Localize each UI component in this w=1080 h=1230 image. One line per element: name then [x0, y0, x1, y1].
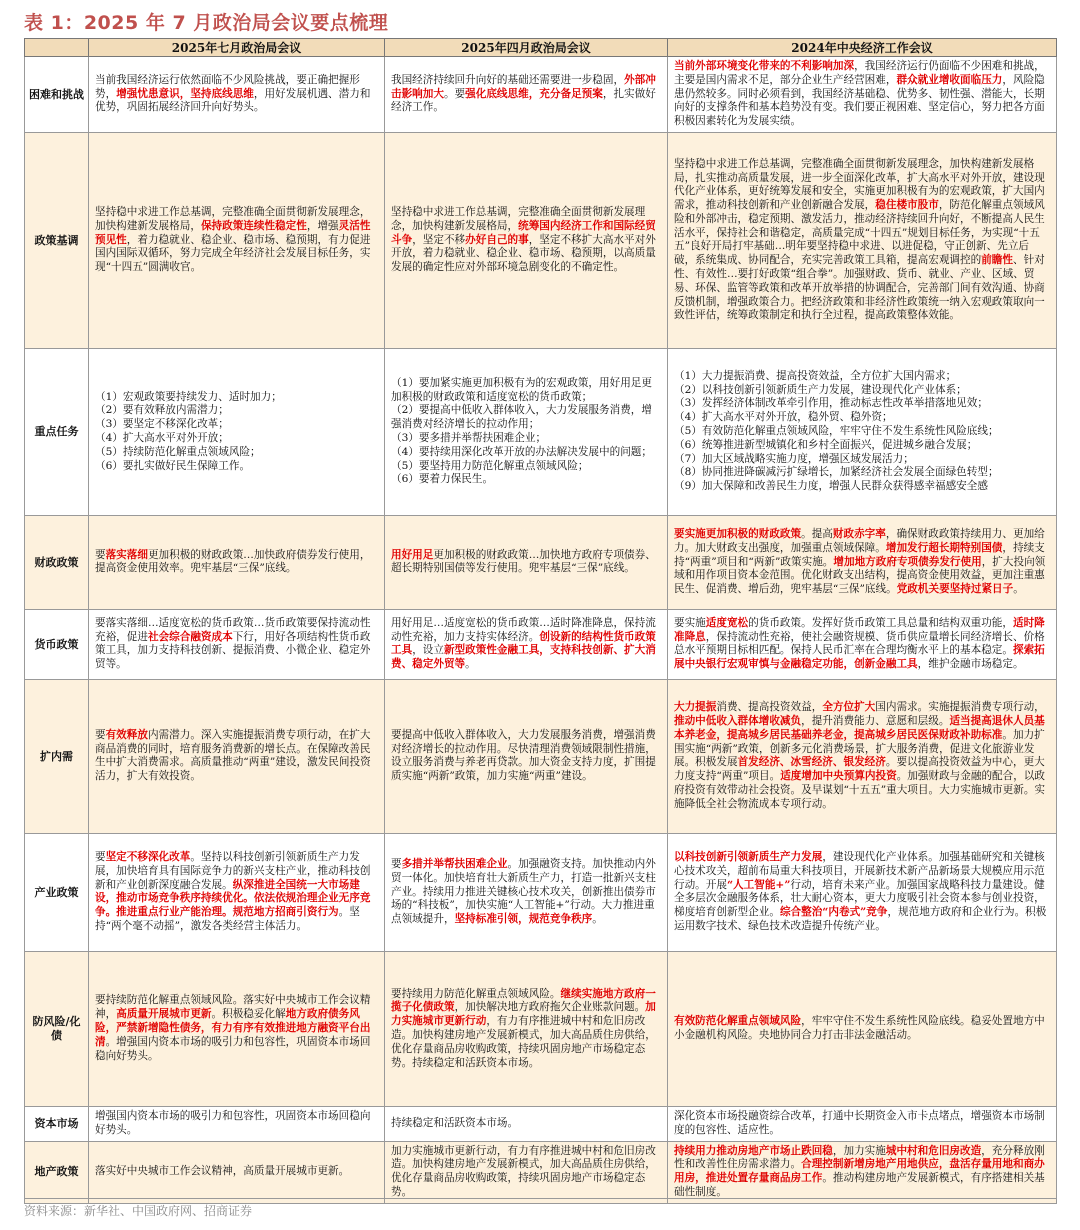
cell-text: 加力实施城市更新行动，有力有序推进城中村和危旧房改造。加快构建房地产发展新模式，加大高品质住房供给，优化存量商品房收购政策，持续巩固房地产市场稳定态势。: [391, 1144, 656, 1198]
highlight-text: 多措并举帮扶困难企业: [401, 857, 508, 870]
cell-text: （1）要加紧实施更加积极有为的宏观政策，用好用足更加积极的财政政策和适度宽松的货币政策；: [391, 376, 652, 403]
highlight-text: 继续实施地方政府一揽子化债政策: [391, 987, 656, 1014]
highlight-text: 保持政策连续性稳定性: [200, 219, 307, 232]
cell-text: 。加强融资支持。加快推动内外贸一体化。加快培育壮大新质生产力，打造一批新兴支柱产业。持续用力推进关键核心技术攻关，创新推出债券市场的“科技板”，加快实施“人工智能+”行动。大力推进重点领域提升，: [391, 857, 656, 926]
row-label: 地产政策: [25, 1141, 89, 1203]
row-label: 政策基调: [25, 132, 89, 348]
table-cell: [668, 833, 1057, 951]
highlight-text: 大力提振: [674, 701, 717, 714]
cell-text: （6）要着力保民生。: [391, 473, 494, 486]
highlight-text: 新型政策性金融工具，支持科技创新、扩大消费、稳定外贸等: [391, 644, 656, 671]
table-cell: [668, 609, 1057, 679]
source-note: 资料来源：新华社、中国政府网、招商证券: [24, 1204, 253, 1218]
cell-text: 持续稳定和活跃资本市场。: [391, 1116, 519, 1129]
highlight-text: 增加地方政府专项债券发行使用: [833, 555, 982, 568]
cell-text: ，我国经济运行仍面临不少困难和挑战，主要是国内需求不足，部分企业生产经营困难，: [674, 60, 1045, 86]
table-cell: [668, 57, 1057, 133]
highlight-text: 坚持标准引领，规范竞争秩序: [454, 913, 593, 926]
highlight-text: 加力实施城市更新行动: [391, 1001, 656, 1028]
cell-text: 行动，培育未来产业。加强国家战略科技力量建设。健全多层次金融服务体系，壮大耐心资本，更大力度吸引社会资本参与创业投资，梯度培育创新型企业。: [674, 878, 1045, 919]
cell-text: （1）宏观政策要持续发力、适时加力；: [95, 390, 282, 403]
cell-text: ，确保财政政策持续用力、更加给力。加大财政支出强度，加强重点领域保障。: [674, 527, 1045, 554]
cell-text: （7）加大区域战略实施力度，增强区域发展活力；: [674, 452, 914, 465]
cell-text: ，加力实施: [832, 1144, 886, 1157]
highlight-text: 适度宽松: [705, 616, 749, 629]
cell-text: 深化资本市场投融资综合改革，打通中长期资金入市卡点堵点，增强资本市场制度的包容性、适应性。: [674, 1109, 1045, 1136]
highlight-text: 增加发行超长期特别国债: [885, 541, 1003, 554]
cell-text: ，扩大投向领域和用作项目资本金范围。优化财政支出结构，提高资金使用效益，更加注重惠民生、促消费、增后劲，兜牢基层“三保”底线。: [674, 555, 1046, 596]
highlight-text: 稳住楼市股市: [875, 199, 939, 212]
cell-text: （3）要坚定不移深化改革；: [95, 418, 229, 431]
highlight-text: 前瞻性: [981, 254, 1013, 267]
cell-text: 用好用足…适度宽松的货币政策…适时降准降息，保持流动性充裕，加力支持实体经济。: [391, 616, 656, 643]
cell-text: 坚持稳中求进工作总基调，完整准确全面贯彻新发展理念，加快构建新发展格局，扎实推动高质量发展，进一步全面深化改革，扩大高水平对外开放，建设现代化产业体系，更好统筹发展和安全，实施更加积极有为的宏观政策，扩大国内需求，推动科技创新和产业创新融合发展，: [674, 157, 1045, 212]
cell-text: 要: [95, 851, 106, 864]
cell-text: 我国经济持续回升向好的基础还需要进一步稳固，: [391, 73, 625, 86]
table-cell: [89, 951, 385, 1106]
highlight-text: 适度增加中央预算内投资: [780, 770, 897, 783]
cell-text: 。坚持以科技创新引领新质生产力发展，加快培育具有国际竞争力的新兴支柱产业，推动科技创新和产业创新深度融合发展。: [95, 851, 371, 891]
table-cell: [668, 132, 1057, 348]
table-cell: [89, 609, 385, 679]
cell-text: 要实施: [674, 616, 706, 629]
cell-text: （4）扩大高水平对外开放；: [95, 431, 229, 444]
cell-text: 要: [95, 548, 106, 561]
cell-text: （1）大力提振消费、提高投资效益，全方位扩大国内需求；: [674, 369, 957, 382]
column-header: 2025年七月政治局会议: [89, 39, 385, 57]
highlight-text: 党政机关要坚持过紧日子: [896, 583, 1014, 596]
cell-text: 落实好中央城市工作会议精神，高质量开展城市更新。: [95, 1165, 350, 1178]
cell-text: 国内需求。实施提振消费专项行动，: [875, 701, 1045, 714]
cell-text: 。提高: [801, 527, 833, 540]
highlight-text: 高质量开展城市更新: [116, 1008, 212, 1021]
cell-text: ，设立: [412, 644, 444, 657]
highlight-text: 强化底线思维，充分备足预案: [465, 87, 603, 100]
highlight-text: 持续用力推动房地产市场止跌回稳: [674, 1144, 833, 1157]
cell-text: 更加积极的财政政策…加快政府债券发行使用，提高资金使用效率。兜牢基层“三保”底线。: [95, 548, 371, 575]
cell-text: ，加快解决地方政府拖欠企业账款问题。: [454, 1001, 646, 1014]
highlight-text: 创设新的结构性货币政策工具: [391, 630, 656, 657]
cell-text: （2）要有效释放内需潜力；: [95, 404, 229, 417]
table-cell: [668, 679, 1057, 833]
highlight-text: 坚定不移深化改革: [105, 851, 191, 864]
highlight-text: 有效释放: [105, 728, 148, 741]
cell-text: 要持续用力防范化解重点领域风险。: [391, 987, 561, 1000]
cell-text: 的货币政策。发挥好货币政策工具总量和结构双重功能，: [748, 616, 1013, 629]
cell-text: ，充分释放刚性和改善性住房需求潜力。: [674, 1144, 1045, 1171]
table-cell: [385, 1141, 668, 1203]
cell-text: ，坚定不移扩大高水平对外开放，着力稳就业、稳企业、稳市场、稳预期，以高质量发展的确定性应对外部环境急剧变化的不确定性。: [391, 233, 656, 274]
cell-text: 要提高中低收入群体收入，大力发展服务消费，增强消费对经济增长的拉动作用。尽快清理消费领域限制性措施，设立服务消费与养老再贷款。加大资金支持力度，扩围提质实施“两新”政策，加力实施“两重”建设。: [391, 728, 656, 783]
cell-text: 。: [592, 913, 603, 926]
cell-text: （3）要多措并举帮扶困难企业；: [391, 431, 547, 444]
cell-text: ，有力有序推进城中村和危旧房改造。加快构建房地产发展新模式，加大高品质住房供给，优化存量商品房收购政策，持续巩固房地产市场稳定态势。持续稳定和活跃资本市场。: [391, 1015, 656, 1069]
cell-text: ，风险隐患仍然较多。同时必须看到，我国经济基础稳、优势多、韧性强、潜能大，长期向好的支撑条件和基本趋势没有变。我们要正视困难、坚定信心，努力把各方面积极因素转化为发展实绩。: [674, 73, 1045, 128]
cell-text: 增强国内资本市场的吸引力和包容性，巩固资本市场回稳向好势头。: [95, 1109, 371, 1136]
cell-text: ，建设现代化产业体系。加强基础研究和关键核心技术攻关，超前布局重大科技项目，开展新技术新产品新场景大规模应用示范行动。开展: [674, 851, 1045, 891]
highlight-text: 适时降准降息: [674, 616, 1045, 643]
row-label: 重点任务: [25, 348, 89, 515]
table-cell: [385, 132, 668, 348]
highlight-text: 落实落细: [105, 548, 148, 561]
row-label: 扩内需: [25, 679, 89, 833]
cell-text: （5）有效防范化解重点领域风险，牢牢守住不发生系统性风险底线；: [674, 425, 999, 438]
footer-divider: [24, 1198, 1056, 1199]
table-row: [25, 951, 1057, 1106]
highlight-text: 适当提高退休人员基本养老金，提高城乡居民基础养老金，提高城乡居民医保财政补助标准: [674, 715, 1045, 741]
table-cell: [668, 1141, 1057, 1203]
highlight-text: 有效防范化解重点领域风险: [674, 1015, 802, 1028]
cell-text: 。推动构建房地产发展新模式，有序搭建相关基础性制度。: [674, 1172, 1045, 1198]
table-cell: [385, 515, 668, 609]
highlight-text: 灵活性预见性: [95, 219, 371, 246]
cell-text: 当前我国经济运行依然面临不少风险挑战，要正确把握形势，: [95, 73, 360, 100]
cell-text: 要: [95, 728, 106, 741]
cell-text: 、针对性、有效性…要打好政策“组合拳”。加强财政、货币、就业、产业、区域、贸易、环保、监管等政策和改革开放举措的协调配合，完善部门间有效沟通、协商反馈机制，增强政策合力。把经济政策和非经济性政策统一纳入宏观政策取向一致性评估，统筹政策制定和执行全过程，提高政策整体效能。: [674, 254, 1045, 322]
cell-text: 。: [465, 658, 476, 671]
highlight-text: 以科技创新引领新质生产力发展: [674, 851, 823, 864]
cell-text: ，持续支持“两重”项目和“两新”政策实施。: [674, 541, 1045, 568]
cell-text: 。加强财政与金融的配合，以政府投资有效带动社会投资。及早谋划“十五五”重大项目。大力实施城市更新。实施降低全社会物流成本专项行动。: [674, 770, 1046, 810]
highlight-text: 探索拓展中央银行宏观审慎与金融稳定功能，创新金融工具: [674, 644, 1045, 671]
row-label: 困难和挑战: [25, 57, 89, 133]
highlight-text: 要实施更加积极的财政政策: [674, 527, 802, 540]
highlight-text: 外部冲击影响加大: [391, 73, 656, 100]
table-title: 表 1：2025 年 7 月政治局会议要点梳理: [24, 12, 389, 34]
header-corner: [25, 39, 89, 57]
cell-text: 。要: [443, 87, 466, 100]
row-label: 产业政策: [25, 833, 89, 951]
cell-text: ，提升消费能力、意愿和层级。: [801, 715, 950, 728]
highlight-text: 首发经济、冰雪经济、银发经济: [737, 756, 886, 769]
highlight-text: 办好自己的事: [465, 233, 529, 246]
row-label: 资本市场: [25, 1106, 89, 1141]
cell-text: 。加力扩围实施“两新”政策，创新多元化消费场景，扩大服务消费，促进文化旅游业发展。积极发展: [674, 728, 1045, 769]
highlight-text: 社会综合融资成本: [147, 630, 233, 643]
cell-text: 下行，用好各项结构性货币政策工具，加力支持科技创新、提振消费、小微企业、稳定外贸等。: [95, 630, 371, 671]
cell-text: ，保持流动性充裕，使社会融资规模、货币供应量增长同经济增长、价格总水平预期目标相匹配。保持人民币汇率在合理均衡水平上的基本稳定。: [674, 630, 1045, 657]
highlight-text: 综合整治“内卷式”竞争: [779, 906, 888, 919]
row-label: 财政政策: [25, 515, 89, 609]
cell-text: 消费、提高投资效益，: [716, 701, 823, 714]
cell-text: 。坚持“两个毫不动摇”，激发各类经营主体活力。: [95, 906, 360, 933]
column-header: 2024年中央经济工作会议: [668, 39, 1057, 57]
highlight-text: 城中村和危旧房改造: [885, 1144, 982, 1157]
table-cell: [89, 132, 385, 348]
cell-text: 要落实落细…适度宽松的货币政策…货币政策要保持流动性充裕，促进: [95, 616, 371, 643]
cell-text: 要持续防范化解重点领域风险。落实好中央城市工作会议精神，: [95, 994, 371, 1021]
table-cell: [668, 515, 1057, 609]
table-cell: [668, 951, 1057, 1106]
highlight-text: 合理控制新增房地产用地供应，盘活存量用地和商办用房，推进处置存量商品房工作: [674, 1158, 1045, 1185]
cell-text: 坚持稳中求进工作总基调，完整准确全面贯彻新发展理念，加快构建新发展格局，: [95, 205, 371, 232]
table-cell: [385, 57, 668, 133]
table-cell: [89, 1141, 385, 1203]
table-cell: [668, 348, 1057, 515]
row-label: 防风险/化债: [25, 951, 89, 1106]
cell-text: ，增强: [306, 219, 339, 232]
highlight-text: 统筹国内经济工作和国际经贸斗争: [391, 219, 656, 246]
cell-text: （8）协同推进降碳减污扩绿增长，加紧经济社会发展全面绿色转型；: [674, 466, 999, 479]
highlight-text: 群众就业增收面临压力: [896, 73, 1003, 86]
highlight-text: 推动中低收入群体增收减负: [674, 715, 802, 728]
table-row: [25, 1106, 1057, 1141]
table-row: [25, 57, 1057, 133]
table-cell: [89, 679, 385, 833]
policy-comparison-table: [24, 38, 1057, 1204]
cell-text: 要: [391, 857, 402, 870]
cell-text: ，扎实做好经济工作。: [391, 87, 656, 114]
cell-text: ，用好发展机遇、潜力和优势，巩固拓展经济回升向好势头。: [95, 87, 371, 114]
cell-text: ，防范化解重点领域风险和外部冲击，稳定预期、激发活力，推动经济持续回升向好，不断提高人民生活水平，保持社会和谐稳定，高质量完成“十四五”规划目标任务，为实现“十五五”良好开局打牢基础…明年要坚持稳中求进、以进促稳，守正创新、先立后破，系统集成、协同配合，充实完善政策工具箱，提高宏观调控的: [674, 199, 1045, 267]
table-cell: [385, 609, 668, 679]
highlight-text: 地方政府债务风险，严禁新增隐性债务，有力有序有效推进地方融资平台出清: [95, 1008, 371, 1048]
highlight-text: 财政赤字率: [832, 527, 886, 540]
cell-text: （2）要提高中低收入群体收入，大力发展服务消费，增强消费对经济增长的拉动作用；: [391, 404, 652, 431]
cell-text: （5）要坚持用力防范化解重点领域风险；: [391, 459, 589, 472]
cell-text: （2）以科技创新引领新质生产力发展，建设现代化产业体系；: [674, 383, 967, 396]
highlight-text: 全方位扩大: [822, 701, 876, 714]
cell-text: ，坚定不移: [412, 233, 466, 246]
cell-text: （6）统筹推进新型城镇化和乡村全面振兴，促进城乡融合发展；: [674, 438, 978, 451]
table-row: [25, 348, 1057, 515]
cell-text: （9）加大保障和改善民生力度，增强人民群众获得感幸福感安全感: [674, 480, 988, 493]
highlight-text: “人工智能+”: [726, 878, 791, 891]
table-cell: [385, 348, 668, 515]
cell-text: 坚持稳中求进工作总基调，完整准确全面贯彻新发展理念，加快构建新发展格局，: [391, 205, 646, 232]
column-header: 2025年四月政治局会议: [385, 39, 668, 57]
table-cell: [385, 951, 668, 1106]
cell-text: ，规范地方政府和企业行为。积极运用数字技术、绿色技术改造提升传统产业。: [674, 906, 1047, 933]
cell-text: 更加积极的财政政策…加快地方政府专项债券、超长期特别国债等发行使用。兜牢基层“三保”底线。: [391, 548, 656, 575]
cell-text: ，牢牢守住不发生系统性风险底线。稳妥处置地方中小金融机构风险。央地协同合力打击非法金融活动。: [674, 1015, 1045, 1041]
table-cell: [385, 679, 668, 833]
highlight-text: 增强忧患意识，坚持底线思维: [116, 87, 254, 100]
table-cell: [385, 1106, 668, 1141]
cell-text: 。要以提高投资效益为中心，更大力度支持“两重”项目。: [674, 756, 1045, 783]
cell-text: ，维护金融市场稳定。: [917, 658, 1024, 671]
table-cell: [89, 515, 385, 609]
table-row: [25, 132, 1057, 348]
table-cell: [89, 348, 385, 515]
table-cell: [89, 1106, 385, 1141]
cell-text: （5）持续防范化解重点领域风险；: [95, 445, 261, 458]
table-cell: [89, 57, 385, 133]
cell-text: ，着力稳就业、稳企业、稳市场、稳预期，有力促进国内国际双循环，努力完成全年经济社会发展目标任务，实现“十四五”圆满收官。: [95, 233, 371, 274]
table-row: [25, 679, 1057, 833]
table-cell: [385, 833, 668, 951]
highlight-text: 当前外部环境变化带来的不利影响加深: [674, 60, 855, 72]
cell-text: 。增强国内资本市场的吸引力和包容性，巩固资本市场回稳向好势头。: [95, 1035, 371, 1062]
table-cell: [89, 833, 385, 951]
cell-text: （4）扩大高水平对外开放，稳外贸、稳外资；: [674, 411, 893, 424]
cell-text: 。积极稳妥化解: [211, 1008, 286, 1021]
cell-text: 内需潜力。深入实施提振消费专项行动，在扩大商品消费的同时，培育服务消费新的增长点。在保障改善民生中扩大消费需求。高质量推动“两重”建设，激发民间投资活力，扩大有效投资。: [95, 728, 371, 783]
cell-text: （4）要持续用深化改革开放的办法解决发展中的问题；: [391, 445, 652, 458]
header-row: [25, 39, 1057, 57]
table-row: [25, 609, 1057, 679]
cell-text: （3）发挥经济体制改革牵引作用，推动标志性改革举措落地见效；: [674, 397, 988, 410]
highlight-text: 用好用足: [391, 548, 434, 561]
table-row: [25, 1141, 1057, 1203]
table-row: [25, 833, 1057, 951]
row-label: 货币政策: [25, 609, 89, 679]
highlight-text: 纵深推进全国统一大市场建设，推动市场竞争秩序持续优化。依法依规治理企业无序竞争。推进重点行业产能治理。规范地方招商引资行为: [95, 878, 371, 919]
table-row: [25, 515, 1057, 609]
cell-text: 。: [1013, 583, 1024, 596]
cell-text: （6）要扎实做好民生保障工作。: [95, 459, 251, 472]
table-cell: [668, 1106, 1057, 1141]
